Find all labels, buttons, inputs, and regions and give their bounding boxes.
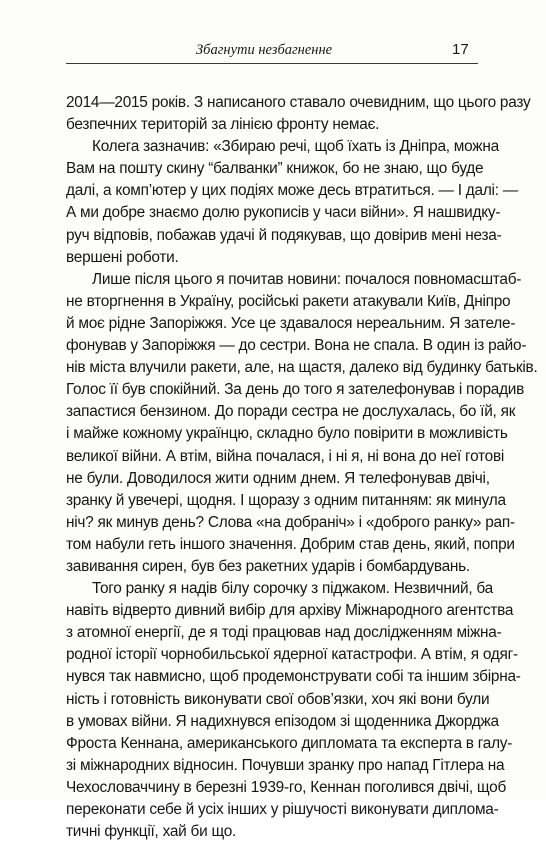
running-title: Збагнути незбагненне: [196, 42, 333, 58]
text-line: Колега зазначив: «Збираю речі, щоб їхать із Дніпра, можна: [92, 138, 499, 156]
body-text: [66, 92, 538, 843]
text-line: ніч? як минув день? Слова «на добраніч» і «доброго ранку» рап-: [66, 513, 515, 531]
text-line: Чехословаччину в березні 1939-го, Кеннан поголився двічі, щоб: [66, 778, 507, 796]
text-line: з атомної енергії, де я тоді працював над дослідженням міжна-: [66, 624, 502, 642]
text-line: нувся так навмисно, щоб продемонструвати собі та іншим збірна-: [66, 668, 521, 686]
text-line: й моє рідне Запоріжжя. Усе це здавалося нереальним. Я зателе-: [66, 314, 516, 332]
text-line: руч відповів, побажав удачі й подякував, що довірив мені неза-: [66, 226, 502, 244]
text-line: нів міста влучили ракети, але, на щастя, далеко від будинку батьків.: [66, 359, 538, 377]
text-line: вершені роботи.: [66, 248, 179, 266]
text-line: завивання сирен, був без ракетних ударів і бомбардувань.: [66, 557, 470, 575]
text-line: зі міжнародних відносин. Почувши зранку про напад Гітлера на: [66, 756, 505, 774]
text-line: зранку й увечері, щодня. І щоразу з одним питанням: як минула: [66, 491, 506, 509]
text-line: А ми добре знаємо долю рукописів у часи війни». Я нашвидку-: [66, 204, 501, 222]
text-line: великої війни. А втім, війна почалася, і ні я, ні вона до неї готові: [66, 447, 505, 465]
text-line: Лише після цього я почитав новини: почалося повномасштаб-: [92, 270, 522, 288]
text-line: безпечних територій за лінією фронту немає.: [66, 116, 380, 134]
page-number: 17: [452, 41, 469, 58]
text-line: і майже кожному українцю, складно було повірити в можливість: [66, 425, 508, 443]
paragraph: [66, 136, 518, 269]
text-line: в умовах війни. Я надихнувся епізодом зі щоденника Джорджа: [66, 712, 499, 730]
text-line: том набули геть іншого значення. Добрим став день, який, попри: [66, 535, 515, 553]
text-line: ність і готовність виконувати свої обов’язки, хоч які вони були: [66, 690, 490, 708]
text-line: запастися бензином. До поради сестра не дослухалась, бо їй, як: [66, 403, 516, 421]
text-line: фонував у Запоріжжя — до сестри. Вона не спала. В один із райо-: [66, 337, 527, 355]
text-line: не вторгнення в Україну, російські ракети атакували Київ, Дніпро: [66, 292, 511, 310]
text-line: 2014—2015 років. З написаного ставало очевидним, що цього разу: [66, 94, 531, 111]
paragraph: [66, 578, 521, 843]
text-line: навіть відверто дивний вибір для архіву Міжнародного агентства: [66, 602, 514, 620]
text-line: не були. Доводилося жити одним днем. Я телефонував двічі,: [66, 469, 490, 487]
running-header: [0, 42, 546, 66]
text-line: тичні функції, хай би що.: [66, 823, 237, 841]
text-line: переконати себе й усіх інших у рішучості виконувати диплома-: [66, 801, 499, 818]
header-rule: [66, 63, 478, 64]
text-line: Того ранку я надів білу сорочку з піджаком. Незвичний, ба: [92, 580, 493, 598]
paragraph: [66, 92, 531, 136]
text-line: Вам на пошту скину “балванки” книжок, бо не знаю, що буде: [66, 160, 484, 178]
text-line: родної історії чорнобильської ядерної катастрофи. А втім, я одяг-: [66, 646, 518, 664]
paragraph: [66, 269, 538, 578]
text-line: Голос її був спокійний. За день до того я зателефонував і порадив: [66, 381, 525, 399]
text-line: далі, а комп’ютер у цих подіях може десь втратиться. — І далі: —: [66, 182, 518, 200]
text-line: Фроста Кеннана, американського дипломата та експерта в галу-: [66, 734, 513, 752]
